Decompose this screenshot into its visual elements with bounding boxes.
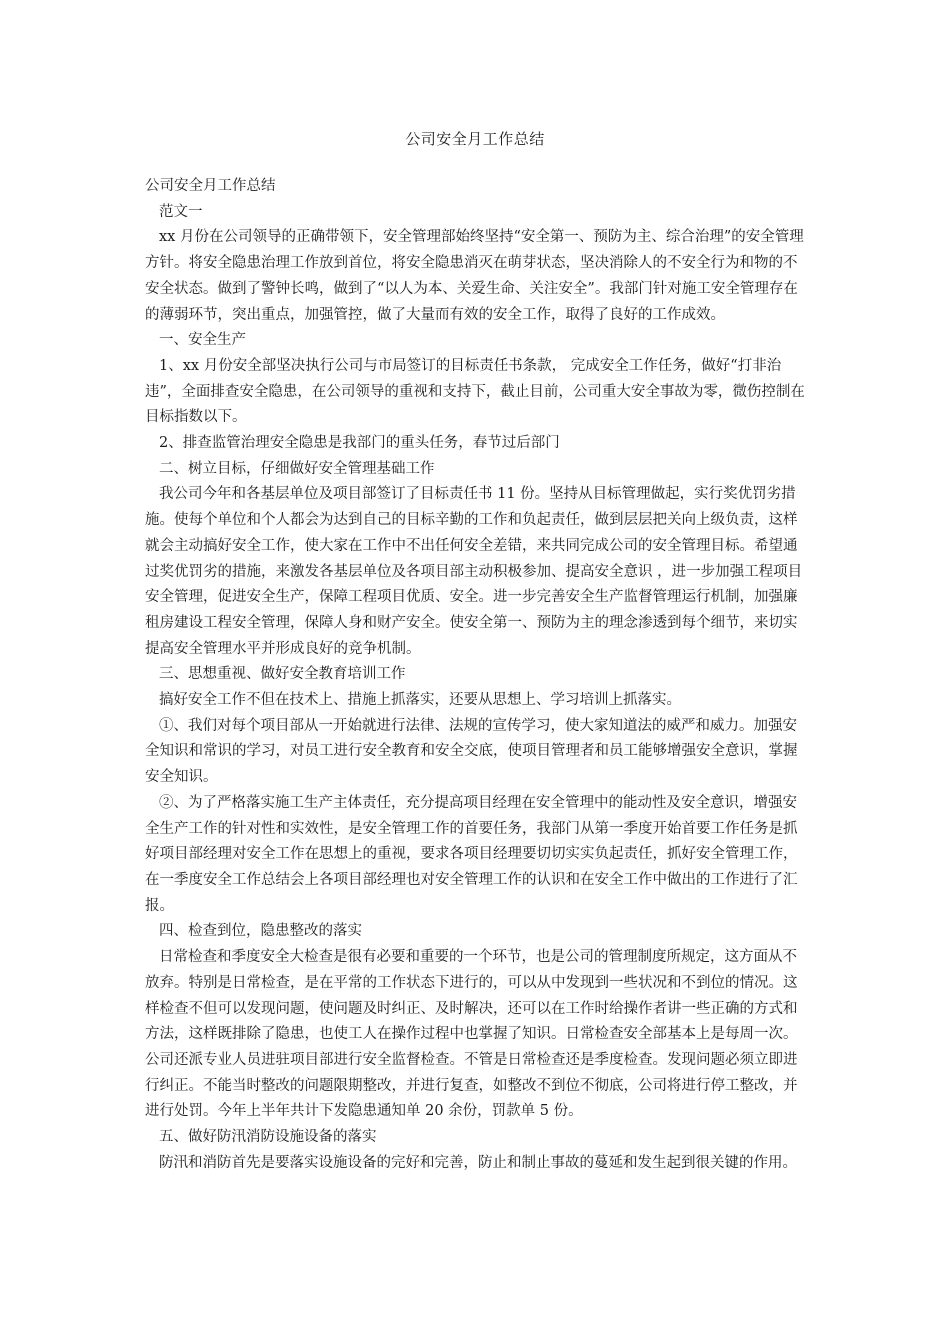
paragraph: 三、思想重视、做好安全教育培训工作: [159, 666, 406, 683]
paragraph: 公司安全月工作总结: [145, 178, 276, 194]
paragraph: 搞好安全工作不但在技术上、措施上抓落实，还要从思想上、学习培训上抓落实。: [159, 692, 681, 709]
paragraph: 一、安全生产: [159, 332, 246, 349]
paragraph: 2、排查监管治理安全隐患是我部门的重头任务，春节过后部门: [159, 435, 560, 452]
paragraph: 我公司今年和各基层单位及项目部签订了目标责任书 11 份。坚持从目标管理做起，实行奖优罚劣措施。使每个单位和个人都会为达到自己的目标辛勤的工作和负起责任，做到层层把关向上级负责，这样就会主动搞好安全工作，使大家在工作中不出任何安全差错，来共同完成公司的安全管理目标。希望通过奖优罚劣的措施，来激发各基层单位及各项目部主动积极参加、提高安全意识 ，进一步加强工程项目安全管理，促进安全生产，保障工程项目优质、安全。进一步完善安全生产监督管理运行机制，加强廉租房建设工程安全管理，保障人身和财产安全。使安全第一、预防为主的理念渗透到每个细节，来切实提高安全管理水平并形成良好的竞争机制。: [145, 486, 803, 657]
document-body: [145, 174, 810, 1176]
paragraph: 防汛和消防首先是要落实设施设备的完好和完善，防止和制止事故的蔓延和发生起到很关键的作用。: [159, 1154, 797, 1171]
paragraph: 范文一: [159, 203, 203, 220]
paragraph: 五、做好防汛消防设施设备的落实: [159, 1129, 377, 1146]
paragraph: 二、树立目标，仔细做好安全管理基础工作: [159, 460, 435, 477]
paragraph: 四、检查到位，隐患整改的落实: [159, 923, 362, 940]
paragraph: 1、xx 月份安全部坚决执行公司与市局签订的目标责任书条款， 完成安全工作任务，做好“打非治违”，全面排查安全隐患，在公司领导的重视和支持下，截止目前，公司重大安全事故为零，微伤控制在目标指数以下。: [145, 357, 805, 426]
paragraph: xx 月份在公司领导的正确带领下，安全管理部始终坚持“安全第一、预防为主、综合治理”的安全管理方针。将安全隐患治理工作放到首位，将安全隐患消灭在萌芽状态，坚决消除人的不安全行为和物的不安全状态。做到了警钟长鸣，做到了“以人为本、关爱生命、关注安全”。我部门针对施工安全管理存在的薄弱环节，突出重点，加强管控，做了大量而有效的安全工作，取得了良好的工作成效。: [145, 229, 804, 323]
document-title: 公司安全月工作总结: [405, 130, 545, 148]
paragraph: ②、为了严格落实施工生产主体责任，充分提高项目经理在安全管理中的能动性及安全意识，增强安全生产工作的针对性和实效性，是安全管理工作的首要任务，我部门从第一季度开始首要工作任务是抓好项目部经理对安全工作在思想上的重视，要求各项目经理要切切实实负起责任，抓好安全管理工作，在一季度安全工作总结会上各项目部经理也对安全管理工作的认识和在安全工作中做出的工作进行了汇报。: [145, 794, 798, 914]
paragraph: 日常检查和季度安全大检查是很有必要和重要的一个环节，也是公司的管理制度所规定，这方面从不放弃。特别是日常检查，是在平常的工作状态下进行的，可以从中发现到一些状况和不到位的情况。这样检查不但可以发现问题，使问题及时纠正、及时解决，还可以在工作时给操作者讲一些正确的方式和方法，这样既排除了隐患，也使工人在操作过程中也掌握了知识。日常检查安全部基本上是每周一次。公司还派专业人员进驻项目部进行安全监督检查。不管是日常检查还是季度检查。发现问题必须立即进行纠正。不能当时整改的问题限期整改，并进行复查，如整改不到位不彻底，公司将进行停工整改，并进行处罚。今年上半年共计下发隐患通知单 20 余份，罚款单 5 份。: [145, 949, 798, 1120]
paragraph: ①、我们对每个项目部从一开始就进行法律、法规的宣传学习，使大家知道法的威严和威力。加强安全知识和常识的学习，对员工进行安全教育和安全交底，使项目管理者和员工能够增强安全意识，掌握安全知识。: [145, 717, 798, 786]
